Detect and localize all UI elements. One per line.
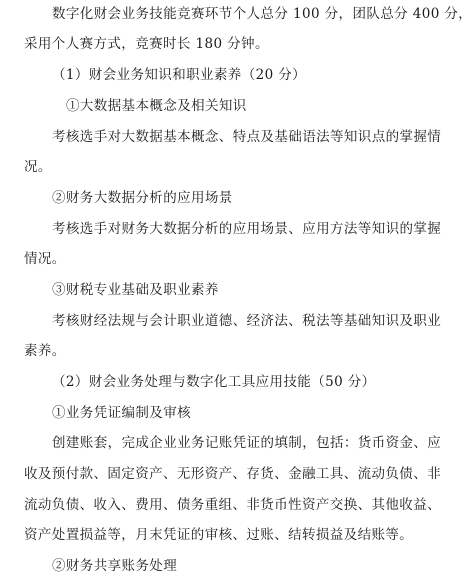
paragraph-line-1: 数字化财会业务技能竞赛环节个人总分 100 分，团队总分 400 分， <box>52 6 472 22</box>
paragraph-line-2: 采用个人赛方式，竞赛时长 180 分钟。 <box>24 36 269 52</box>
paragraph-line-9: 创建账套，完成企业业务记账凭证的填制，包括：货币资金、应 <box>52 435 442 451</box>
paragraph-line-3: 考核选手对大数据基本概念、特点及基础语法等知识点的掌握情 <box>52 129 442 145</box>
section-heading-2: （2）财会业务处理与数字化工具应用技能（50 分） <box>52 374 376 390</box>
paragraph-line-6: 情况。 <box>24 251 66 267</box>
subheading-2: ②财务大数据分析的应用场景 <box>52 190 233 206</box>
paragraph-line-5: 考核选手对财务大数据分析的应用场景、应用方法等知识的掌握 <box>52 221 442 237</box>
subheading-5: ②财务共享账务处理 <box>52 558 178 574</box>
subheading-4: ①业务凭证编制及审核 <box>52 405 191 421</box>
paragraph-line-7: 考核财经法规与会计职业道德、经济法、税法等基础知识及职业 <box>52 313 442 329</box>
paragraph-line-10: 收及预付款、固定资产、无形资产、存货、金融工具、流动负债、非 <box>24 466 441 482</box>
paragraph-line-8: 素养。 <box>24 343 66 359</box>
section-heading-1: （1）财会业务知识和职业素养（20 分） <box>52 67 307 83</box>
paragraph-line-12: 资产处置损益等，月末凭证的审核、过账、结转损益及结账等。 <box>24 527 414 543</box>
paragraph-line-11: 流动负债、收入、费用、债务重组、非货币性资产交换、其他收益、 <box>24 497 441 513</box>
subheading-1: ①大数据基本概念及相关知识 <box>66 98 247 114</box>
subheading-3: ③财税专业基础及职业素养 <box>52 282 219 298</box>
paragraph-line-4: 况。 <box>24 159 52 175</box>
